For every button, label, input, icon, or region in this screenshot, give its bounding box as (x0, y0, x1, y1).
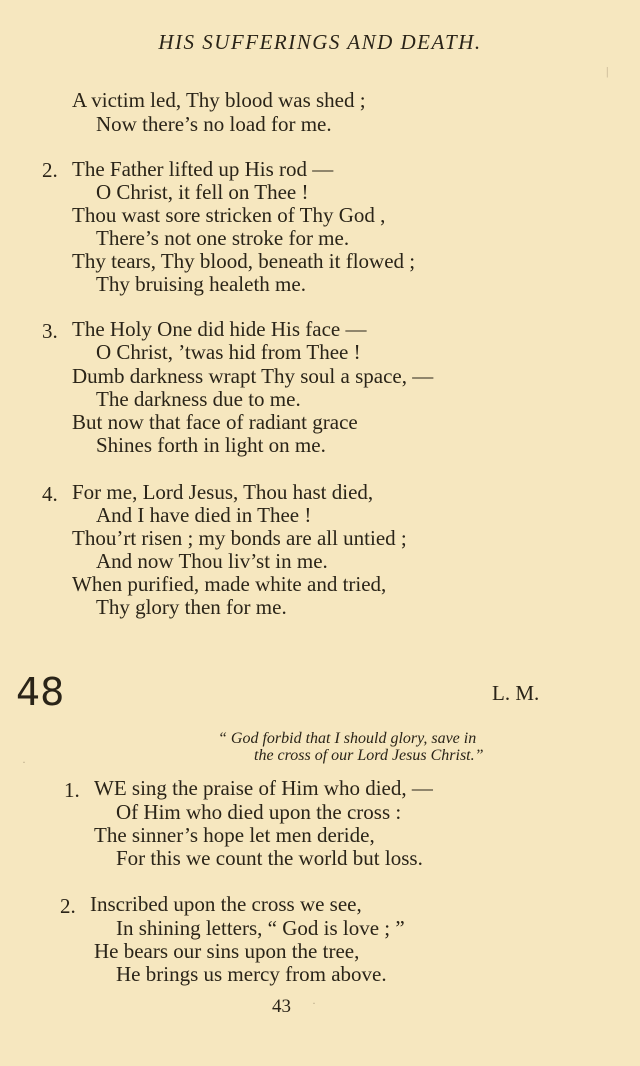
verse-line: O Christ, ’twas hid from Thee ! (96, 340, 361, 364)
verse-line: For this we count the world but loss. (116, 846, 423, 870)
verse-line: Of Him who died upon the cross : (116, 800, 402, 824)
hymn-meter: L. M. (492, 681, 540, 705)
verse-line: Thou wast sore stricken of Thy God , (72, 203, 386, 227)
epigraph-line: the cross of our Lord Jesus Christ.” (254, 747, 484, 764)
verse-line: The Holy One did hide His face — (72, 317, 367, 341)
verse-line: He bears our sins upon the tree, (94, 939, 360, 963)
running-head: HIS SUFFERINGS AND DEATH. (158, 30, 482, 54)
verse-line: There’s not one stroke for me. (96, 226, 350, 250)
verse-line: When purified, made white and tried, (72, 572, 387, 596)
verse-line: Thy bruising healeth me. (96, 272, 306, 296)
verse-line: And now Thou liv’st in me. (96, 549, 328, 573)
stanza-number: 1. (64, 778, 80, 802)
verse-line: Inscribed upon the cross we see, (90, 892, 362, 916)
stanza-number: 3. (42, 319, 58, 343)
verse-line: The darkness due to me. (96, 387, 301, 411)
verse-line: And I have died in Thee ! (96, 503, 312, 527)
verse-line: Thou’rt risen ; my bonds are all untied ; (72, 526, 407, 550)
verse-line: The Father lifted up His rod — (72, 157, 334, 181)
verse-line: Thy glory then for me. (96, 595, 287, 619)
stanza-number: 4. (42, 482, 58, 506)
verse-line: Now there’s no load for me. (96, 112, 332, 136)
paper-speck: · (312, 996, 316, 1010)
verse-line: WE sing the praise of Him who died, — (94, 776, 433, 800)
verse-line: He brings us mercy from above. (116, 962, 387, 986)
paper-speck: | (606, 64, 609, 78)
verse-line: In shining letters, “ God is love ; ” (116, 916, 405, 940)
stanza-number: 2. (42, 158, 58, 182)
verse-line: The sinner’s hope let men deride, (94, 823, 375, 847)
page-number: 43 (272, 996, 291, 1017)
verse-line: For me, Lord Jesus, Thou hast died, (72, 480, 374, 504)
verse-line: O Christ, it fell on Thee ! (96, 180, 309, 204)
verse-line: Shines forth in light on me. (96, 433, 326, 457)
verse-line: But now that face of radiant grace (72, 410, 358, 434)
epigraph-line: “ God forbid that I should glory, save in (218, 730, 477, 747)
verse-line: Thy tears, Thy blood, beneath it flowed ; (72, 249, 416, 273)
paper-speck: · (22, 755, 26, 769)
verse-line: A victim led, Thy blood was shed ; (72, 88, 366, 112)
hymn-number: 48 (16, 670, 65, 714)
stanza-number: 2. (60, 894, 76, 918)
verse-line: Dumb darkness wrapt Thy soul a space, — (72, 364, 434, 388)
